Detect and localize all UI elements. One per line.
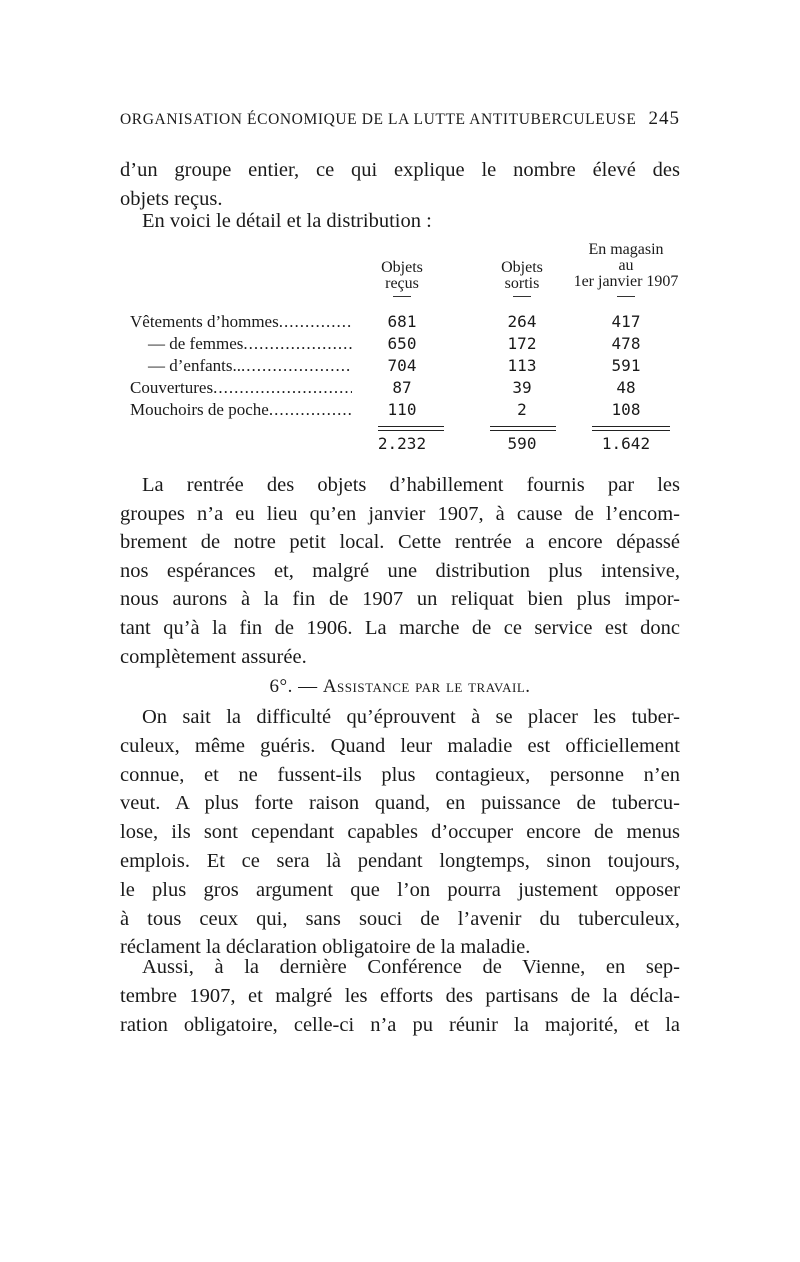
cell-sortis: 172 — [507, 334, 537, 353]
table-row — [130, 356, 678, 378]
text-line: En voici le détail et la distribution : — [142, 210, 432, 232]
text-line: à tous ceux qui, sans souci de l’avenir du tuberculeux, — [120, 907, 680, 930]
text-line: nous aurons à la fin de 1907 un reliquat bien plus impor- — [120, 588, 680, 611]
cell-recus: 650 — [387, 334, 417, 353]
running-head — [120, 108, 680, 130]
text-line: le plus gros argument que l’on pourra justement opposer — [120, 878, 680, 901]
paragraph-2 — [120, 207, 680, 236]
section-number: 6°. — [269, 676, 293, 697]
section-heading — [120, 676, 680, 698]
text-line: Aussi, à la dernière Conférence de Vienne, en sep- — [142, 956, 680, 978]
cell-magasin: 591 — [611, 356, 641, 375]
text-line: objets reçus. — [120, 187, 223, 210]
cell-magasin: 108 — [611, 400, 641, 419]
text-line: lose, ils sont cependant capables d’occuper encore de menus — [120, 821, 680, 844]
total-magasin: 1.642 — [601, 434, 651, 453]
text-line: réclament la déclaration obligatoire de la maladie. — [120, 936, 531, 959]
table-row — [130, 400, 678, 422]
text-line: complètement assurée. — [120, 645, 307, 668]
page-number: 245 — [648, 108, 680, 129]
cell-sortis: 2 — [517, 400, 527, 419]
cell-recus: 110 — [387, 400, 417, 419]
cell-magasin: 417 — [611, 312, 641, 331]
total-rule — [378, 426, 444, 427]
total-rule — [490, 426, 556, 427]
row-label: Couvertures — [130, 378, 214, 397]
text-line: veut. A plus forte raison quand, en puissance de tubercu- — [120, 792, 680, 815]
text-line: nos espérances et, malgré une distribution plus intensive, — [120, 559, 680, 582]
text-line: tant qu’à la fin de 1906. La marche de ce service est donc — [120, 616, 680, 639]
total-rule — [592, 426, 670, 427]
cell-recus: 681 — [387, 312, 417, 331]
header-dash — [393, 296, 411, 297]
header-objets-sortis: Objets sortis — [501, 259, 543, 292]
table-row — [130, 312, 678, 334]
totals-row — [130, 434, 678, 456]
cell-recus: 704 — [387, 356, 417, 375]
cell-magasin: 48 — [616, 378, 636, 397]
total-rule — [490, 430, 556, 431]
table-row — [130, 334, 678, 356]
text-line: tembre 1907, et malgré les efforts des partisans de la décla- — [120, 985, 680, 1007]
text-line: On sait la difficulté qu’éprouvent à se placer les tuber- — [142, 706, 680, 728]
row-label: Vêtements d’hommes — [130, 312, 279, 331]
running-title: ORGANISATION ÉCONOMIQUE DE LA LUTTE ANTITUBERCULEUSE — [120, 111, 637, 128]
row-label: — de femmes — [148, 334, 244, 353]
row-label: — d’enfants.. — [148, 356, 242, 375]
text-line: culeux, même guéris. Quand leur maladie est officiellement — [120, 734, 680, 757]
table-header — [130, 238, 678, 298]
cell-sortis: 39 — [512, 378, 532, 397]
section-dash: — — [298, 676, 318, 697]
paragraph-1 — [120, 156, 680, 213]
section-title: Assistance par le travail. — [322, 676, 531, 697]
paragraph-3 — [120, 471, 680, 671]
row-label: Mouchoirs de poche — [130, 400, 269, 419]
total-sortis: 590 — [507, 434, 537, 453]
total-rule — [592, 430, 670, 431]
text-line: brement de notre petit local. Cette rentrée a encore dépassé — [120, 531, 680, 554]
total-rule — [378, 430, 444, 431]
header-objets-recus: Objets reçus — [381, 259, 423, 292]
text-line: emplois. Et ce sera là pendant longtemps, sinon toujours, — [120, 849, 680, 872]
text-line: ration obligatoire, celle-ci n’a pu réunir la majorité, et la — [120, 1014, 680, 1036]
header-dash — [617, 296, 635, 297]
table-row — [130, 378, 678, 400]
text-line: d’un groupe entier, ce qui explique le nombre élevé des — [120, 159, 680, 181]
header-en-magasin: En magasin au 1er janvier 1907 — [573, 241, 679, 290]
paragraph-5 — [120, 953, 680, 1040]
cell-magasin: 478 — [611, 334, 641, 353]
total-recus: 2.232 — [377, 434, 427, 453]
text-line: groupes n’a eu lieu qu’en janvier 1907, à cause de l’encom- — [120, 502, 680, 525]
cell-recus: 87 — [392, 378, 412, 397]
text-line: La rentrée des objets d’habillement fournis par les — [142, 474, 680, 496]
paragraph-4 — [120, 703, 680, 962]
text-line: connue, et ne fussent-ils plus contagieux, personne n’en — [120, 763, 680, 786]
cell-sortis: 264 — [507, 312, 537, 331]
cell-sortis: 113 — [507, 356, 537, 375]
header-dash — [513, 296, 531, 297]
